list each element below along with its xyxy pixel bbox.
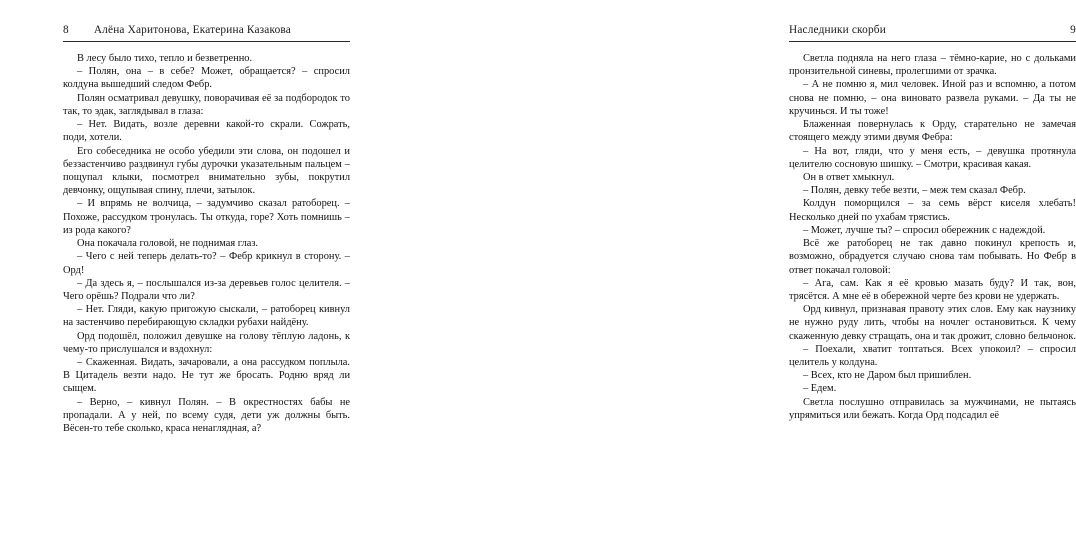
paragraph: Его собеседника не особо убедили эти слова, он подошел и беззастенчиво раздвинул губы дурочки указательным пальцем – пощупал клыки, посмотрел внимательно зубы, покрутил девчонку, ощупывая спину, плечи, затылок. (63, 145, 350, 197)
paragraph: Полян осматривал девушку, поворачивая её за подбородок то так, то эдак, заглядывал в глаза: (63, 92, 350, 117)
paragraph: Колдун поморщился – за семь вёрст киселя хлебать! Несколько дней по ухабам трястись. (789, 198, 1076, 223)
right-page-textblock (789, 52, 1076, 422)
paragraph: – На вот, гляди, что у меня есть, – девушка протянула целителю сосновую шишку. – Смотри, красивая какая. (789, 145, 1076, 170)
paragraph: Светла подняла на него глаза – тёмно-карие, но с дольками пронзительной синевы, пролегшими от зрачка. (789, 53, 1076, 78)
paragraph: – Едем. (803, 383, 837, 395)
paragraph: В лесу было тихо, тепло и безветренно. (77, 53, 253, 64)
right-page-folio: 9 (1070, 24, 1076, 36)
left-page-running-head-title: Алёна Харитонова, Екатерина Казакова (93, 24, 291, 36)
paragraph: Она покачала головой, не поднимая глаз. (77, 238, 259, 250)
right-page (371, 0, 1076, 540)
left-page-folio: 8 (63, 24, 69, 36)
paragraph: – Нет. Гляди, какую пригожую сыскали, – ратоборец кивнул на застенчиво перебирающую складки рубахи найдёну. (63, 304, 350, 329)
paragraph: Он в ответ хмыкнул. (803, 171, 895, 183)
paragraph: – Ага, сам. Как я её кровью мазать буду? И так, вон, трясётся. А мне её в обережной черте без крови не удержать. (789, 277, 1076, 302)
right-page-running-head-title: Наследники скорби (789, 24, 886, 36)
right-page-header-rule (789, 41, 1076, 42)
left-page (0, 0, 371, 540)
paragraph: – Всех, кто не Даром был пришиблен. (803, 370, 972, 382)
paragraph: Светла послушно отправилась за мужчинами, не пытаясь упрямиться или бежать. Когда Орд подсадил её (789, 396, 1076, 421)
left-page-running-head (63, 24, 350, 41)
paragraph: – Чего с ней теперь делать-то? – Фебр крикнул в сторону. – Орд! (63, 251, 350, 276)
paragraph: – Полян, девку тебе везти, – меж тем сказал Фебр. (803, 185, 1026, 197)
paragraph: – Скаженная. Видать, зачаровали, а она рассудком поплыла. В Цитадель везти надо. Не тут же бросать. Родню вряд ли сыщем. (63, 357, 350, 395)
paragraph: – Полян, она – в себе? Может, обращается? – спросил колдуна вышедший следом Фебр. (63, 66, 350, 91)
paragraph: – Верно, – кивнул Полян. – В окрестностях бабы не пропадали. А у ней, по всему судя, дети уж должны быть. Вёсен-то тебе сколько, краса ненаглядная, а? (63, 396, 350, 435)
left-page-header-rule (63, 41, 350, 42)
paragraph: – Может, лучше ты? – спросил обережник с надеждой. (803, 224, 1046, 236)
right-page-running-head (789, 24, 1076, 41)
paragraph: Блаженная повернулась к Орду, старательно не замечая стоящего между этими двумя Фебра: (789, 119, 1076, 144)
paragraph: – Нет. Видать, возле деревни какой-то скрали. Сожрать, поди, хотели. (63, 119, 350, 144)
left-page-textblock (63, 52, 350, 435)
paragraph: Орд кивнул, признавая правоту этих слов. Ему как наузнику не нужно руду лить, чтобы на ночлег остановиться. К чему скаженную девку стращать, она и так дрожит, словно бельчонок. (789, 304, 1076, 342)
paragraph: – А не помню я, мил человек. Иной раз и вспомню, а потом снова не помню, – она виновато развела руками. – Да ты не кручинься. И ты тоже! (789, 79, 1076, 117)
paragraph: – И впрямь не волчица, – задумчиво сказал ратоборец. – Похоже, рассудком тронулась. Ты откуда, горе? Хоть помнишь – из рода какого? (63, 198, 350, 236)
paragraph: Всё же ратоборец не так давно покинул крепость и, возможно, обрадуется случаю снова там побывать. Но Фебр в ответ покачал головой: (789, 238, 1076, 276)
paragraph: Орд подошёл, положил девушке на голову тёплую ладонь, к чему-то прислушался и вздохнул: (63, 330, 350, 355)
paragraph: – Поехали, хватит топтаться. Всех упокоил? – спросил целитель у колдуна. (789, 343, 1076, 369)
paragraph: – Да здесь я, – послышался из-за деревьев голос целителя. – Чего орёшь? Подрали что ли? (63, 277, 350, 302)
